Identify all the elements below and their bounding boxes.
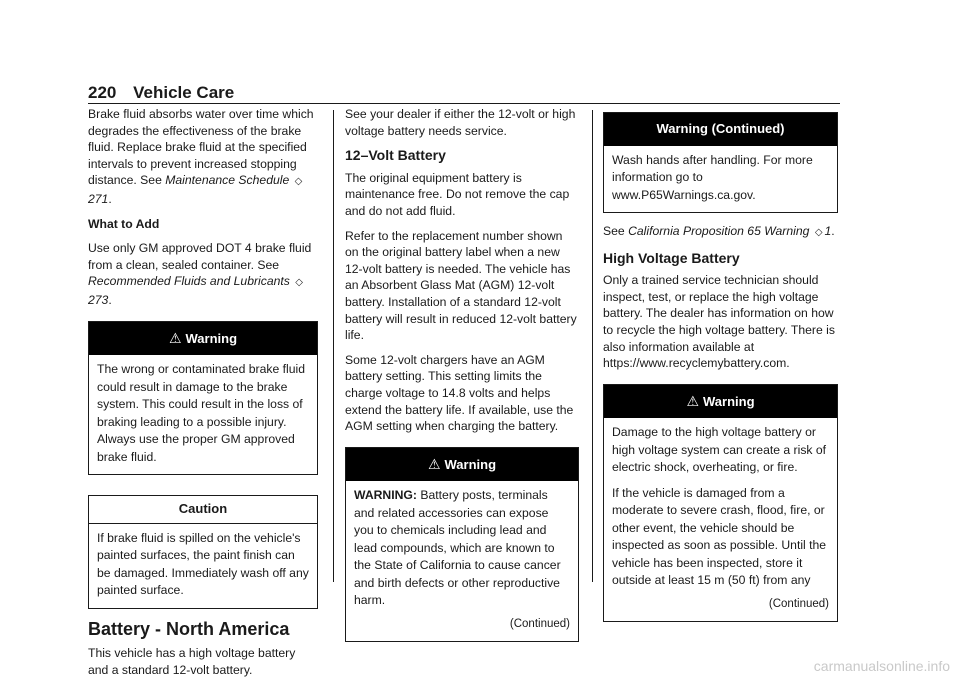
see-reference: See California Proposition 65 Warning ◇ 1.	[603, 223, 838, 242]
brake-fluid-paragraph: Brake fluid absorbs water over time which degrades the effectiveness of the brake fluid. Replace brake fluid at the specified intervals to prevent increased stopping distance. See Maintenance Schedule ◇271.	[88, 107, 314, 206]
watermark: carmanualsonline.info	[813, 658, 950, 674]
column-divider-1	[333, 110, 334, 582]
warning-triangle-icon: ⚠	[168, 329, 182, 346]
warning-triangle-icon: ⚠	[427, 455, 441, 472]
warning-text-1: Damage to the high voltage battery or high voltage system can create a risk of electric shock, overheating, or fire.	[612, 425, 827, 475]
continued-label: (Continued)	[509, 617, 570, 630]
caution-text: If brake fluid is spilled on the vehicle's painted surfaces, the paint finish can be damaged. Immediately wash off any painted surface.	[97, 530, 309, 598]
maintenance-free-paragraph: The original equipment battery is maintenance free. Do not remove the cap and do not add fluid.	[345, 170, 570, 218]
prop65-link[interactable]: California Proposition 65 Warning	[628, 224, 810, 239]
warning-header: ⚠ Warning	[604, 385, 837, 419]
hv-battery-heading: High Voltage Battery	[603, 249, 740, 266]
prop65-warning-continued-box	[603, 112, 838, 213]
warning-text-2: If the vehicle is damaged from a moderate to severe crash, flood, fire, or other event, the vehicle should be inspected as soon as possible. Until the vehicle has been inspected, store it outside at least 15 m (50 ft) from any	[612, 485, 827, 588]
column-2	[345, 106, 579, 652]
page-ref-icon: ◇	[295, 277, 303, 289]
warning-header: ⚠ Warning	[346, 448, 578, 482]
battery-intro: This vehicle has a high voltage battery and a standard 12-volt battery.	[88, 646, 296, 677]
brake-warning-box	[88, 321, 318, 476]
12v-battery-heading: 12–Volt Battery	[345, 147, 446, 164]
recommended-fluids-link[interactable]: Recommended Fluids and Lubricants	[88, 274, 290, 289]
continued-label: (Continued)	[768, 597, 829, 610]
hv-paragraph: Only a trained service technician should inspect, test, or replace the high voltage battery. The dealer has information on how to recycle the high voltage battery. There is also information available at https://www.recyclemybattery.com.	[603, 273, 835, 371]
dealer-paragraph: See your dealer if either the 12-volt or high voltage battery needs service.	[345, 107, 576, 138]
section-title: Vehicle Care	[133, 83, 235, 102]
battery-heading: Battery - North America	[88, 618, 290, 639]
warning-continued-text: Wash hands after handling. For more information go to www.P65Warnings.ca.gov.	[612, 152, 813, 202]
page-number: 220	[88, 83, 117, 102]
page-header	[88, 83, 234, 103]
footer	[0, 656, 960, 678]
warning-text: WARNING: Battery posts, terminals and related accessories can expose you to chemicals including lead and lead compounds, which are known to the State of California to cause cancer and birth defects or other reproductive harm.	[354, 488, 561, 608]
column-divider-2	[592, 110, 593, 582]
page-ref-icon: ◇	[294, 176, 303, 188]
replacement-paragraph: Refer to the replacement number shown on the original battery label when a new 12-volt battery is needed. The vehicle has an Absorbent Glass Mat (AGM) 12-volt battery. Installation of a standard 12-volt battery will result in reduced 12-volt battery life.	[345, 228, 577, 343]
caution-header: Caution	[89, 496, 317, 524]
hv-warning-box	[603, 384, 838, 623]
page-ref-icon: ◇	[814, 227, 823, 239]
caution-box	[88, 495, 318, 609]
what-to-add-heading: What to Add	[88, 216, 160, 231]
column-1	[88, 106, 318, 687]
warning-triangle-icon: ⚠	[686, 392, 700, 409]
column-3	[603, 100, 838, 632]
warning-text: The wrong or contaminated brake fluid could result in damage to the brake system. This could result in the loss of braking leading to a possible injury. Always use the proper GM approved brake fluid.	[97, 362, 305, 464]
warning-continued-header: Warning (Continued)	[604, 113, 837, 146]
maintenance-schedule-link[interactable]: Maintenance Schedule	[165, 173, 290, 188]
warning-header: ⚠ Warning	[89, 322, 317, 356]
agm-paragraph: Some 12-volt chargers have an AGM battery setting. This setting limits the charge voltage to 14.8 volts and helps extend the battery life. If available, use the AGM setting when charging the battery.	[345, 352, 574, 434]
prop65-warning-box	[345, 447, 579, 643]
dot4-paragraph: Use only GM approved DOT 4 brake fluid from a clean, sealed container. See Recommended Fluids and Lubricants ◇273.	[88, 241, 312, 307]
